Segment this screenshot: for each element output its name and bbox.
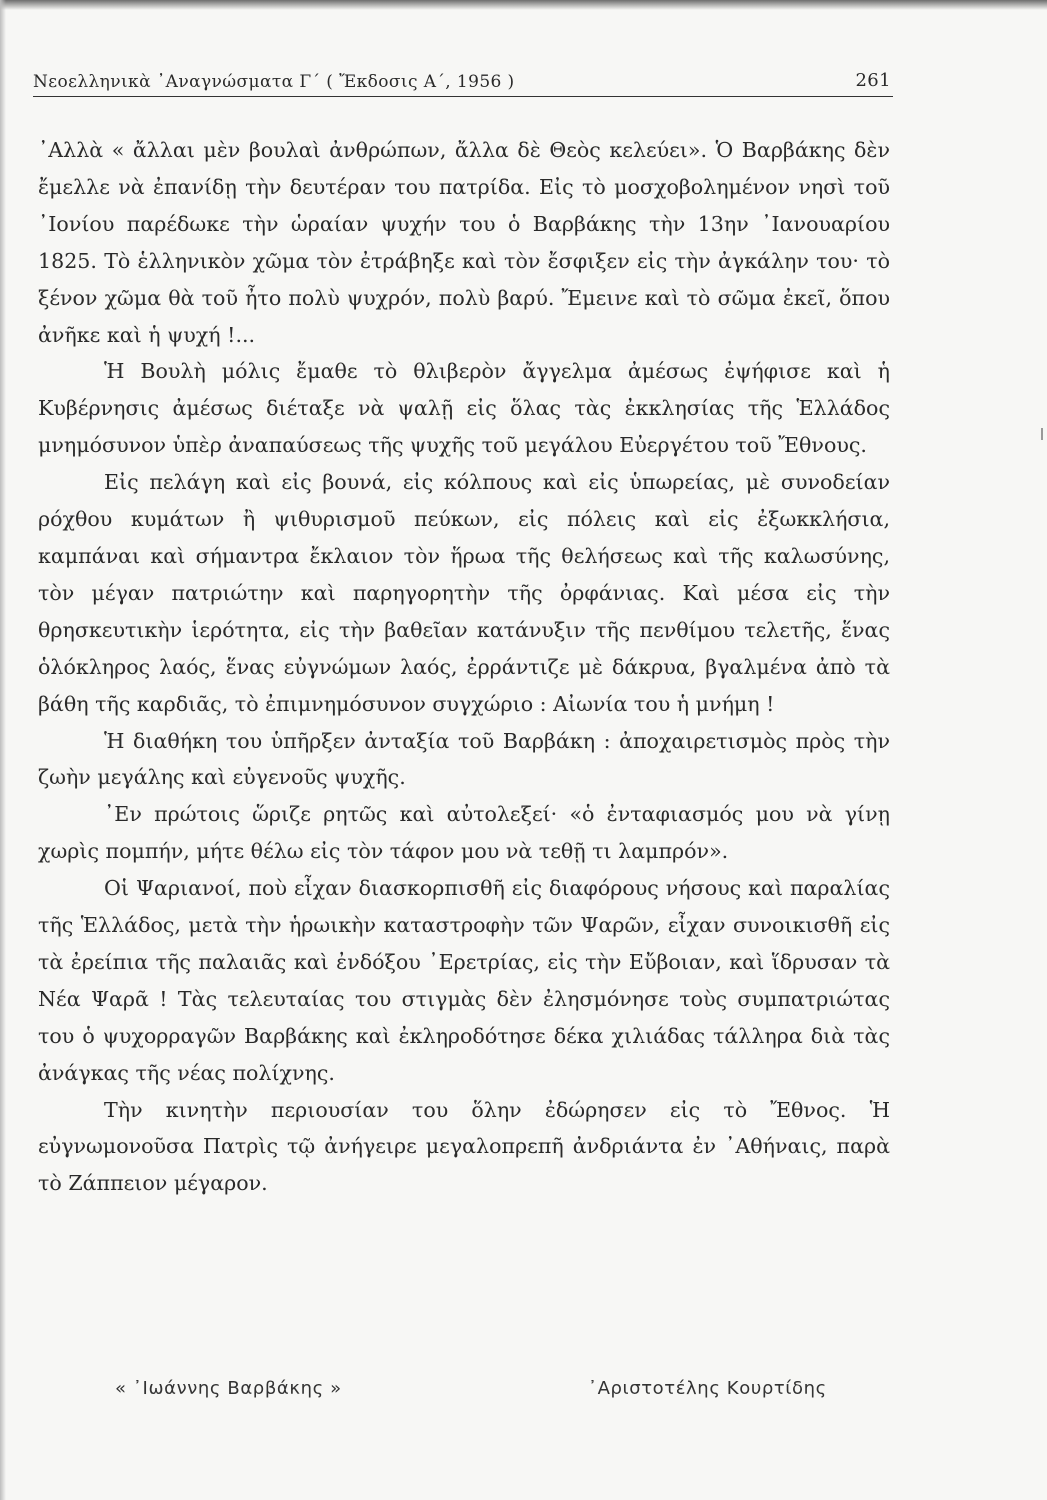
scan-top-edge [0,0,1047,10]
paragraph: Οἱ Ψαριανοί, ποὺ εἶχαν διασκορπισθῆ εἰς διαφόρους νήσους καὶ παραλίας τῆς Ἑλλάδος, μετὰ τὴν ἡρωικὴν καταστροφὴν τῶν Ψαρῶν, εἶχαν συνοικισθῆ εἰς τὰ ἐρείπια τῆς παλαιᾶς καὶ ἐνδόξου ᾿Ερετρίας, εἰς τὴν Εὔβοιαν, καὶ ἵδρυσαν τὰ Νέα Ψαρᾶ ! Τὰς τελευταίας του στιγμὰς δὲν ἐλησμόνησε τοὺς συμπατριώτας του ὁ ψυχορραγῶν Βαρβάκης καὶ ἐκληροδότησε δέκα χιλιάδας τάλληρα διὰ τὰς ἀνάγκας τῆς νέας πολίχνης. [38,876,890,1085]
page-header [33,68,893,97]
scan-margin-mark [1041,428,1043,440]
source-title: « ᾿Ιωάννης Βαρβάκης » [115,1378,342,1399]
paragraph: Εἰς πελάγη καὶ εἰς βουνά, εἰς κόλπους καὶ εἰς ὑπωρείας, μὲ συνοδείαν ρόχθου κυμάτων ἢ ψιθυρισμοῦ πεύκων, εἰς πόλεις καὶ εἰς ἐξωκκλήσια, καμπάναι καὶ σήμαντρα ἔκλαιον τὸν ἥρωα τῆς θελήσεως καὶ τῆς καλωσύνης, τὸν μέγαν πατριώτην καὶ παρηγορητὴν τῆς ὀρφάνιας. Καὶ μέσα εἰς τὴν θρησκευτικὴν ἱερότητα, εἰς τὴν βαθεῖαν κατάνυξιν τῆς πενθίμου τελετῆς, ἕνας ὁλόκληρος λαός, ἕνας εὐγνώμων λαός, ἐρράντιζε μὲ δάκρυα, βγαλμένα ἀπὸ τὰ βάθη τῆς καρδιᾶς, τὸ ἐπιμνημόσυνον συγχώριο : Αἰωνία του ἡ μνήμη ! [38,470,890,716]
paragraph: Ἡ Βουλὴ μόλις ἔμαθε τὸ θλιβερὸν ἄγγελμα ἀμέσως ἐψήφισε καὶ ἡ Κυβέρνησις ἀμέσως διέταξε νὰ ψαλῇ εἰς ὅλας τὰς ἐκκλησίας τῆς Ἑλλάδος μνημόσυνον ὑπὲρ ἀναπαύσεως τῆς ψυχῆς τοῦ μεγάλου Εὐεργέτου τοῦ Ἔθνους. [38,359,890,458]
scan-left-edge [0,0,6,1500]
body-text [38,132,890,1202]
page-number: 261 [855,70,891,91]
paragraph: ᾿Εν πρώτοις ὥριζε ρητῶς καὶ αὐτολεξεί· «ὁ ἐνταφιασμός μου νὰ γίνῃ χωρὶς πομπήν, μήτε θέλω εἰς τὸν τάφον μου νὰ τεθῇ τι λαμπρόν». [38,802,890,864]
page-footer [0,1378,1047,1408]
paragraph: Τὴν κινητὴν περιουσίαν του ὅλην ἐδώρησεν εἰς τὸ Ἔθνος. Ἡ εὐγνωμονοῦσα Πατρὶς τῷ ἀνήγειρε μεγαλοπρεπῆ ἀνδριάντα ἐν ᾿Αθήναις, παρὰ τὸ Ζάππειον μέγαρον. [38,1097,890,1196]
running-title: Νεοελληνικὰ ᾿Αναγνώσματα Γ΄ ( Ἔκδοσις Α΄, 1956 ) [33,72,515,92]
author-name: ᾿Αριστοτέλης Κουρτίδης [588,1378,827,1399]
paragraph: ᾿Αλλὰ « ἄλλαι μὲν βουλαὶ ἀνθρώπων, ἄλλα δὲ Θεὸς κελεύει». Ὁ Βαρβάκης δὲν ἔμελλε νὰ ἐπανίδῃ τὴν δευτέραν του πατρίδα. Εἰς τὸ μοσχοβολημένον νησὶ τοῦ ᾿Ιονίου παρέδωκε τὴν ὡραίαν ψυχήν του ὁ Βαρβάκης τὴν 13ην ᾿Ιανουαρίου 1825. Τὸ ἑλληνικὸν χῶμα τὸν ἐτράβηξε καὶ τὸν ἔσφιξεν εἰς τὴν ἀγκάλην του· τὸ ξένον χῶμα θὰ τοῦ ἦτο πολὺ ψυχρόν, πολὺ βαρύ. Ἔμεινε καὶ τὸ σῶμα ἐκεῖ, ὅπου ἀνῆκε καὶ ἡ ψυχή !... [38,138,890,347]
paragraph: Ἡ διαθήκη του ὑπῆρξεν ἀνταξία τοῦ Βαρβάκη : ἀποχαιρετισμὸς πρὸς τὴν ζωὴν μεγάλης καὶ εὐγενοῦς ψυχῆς. [38,728,890,790]
